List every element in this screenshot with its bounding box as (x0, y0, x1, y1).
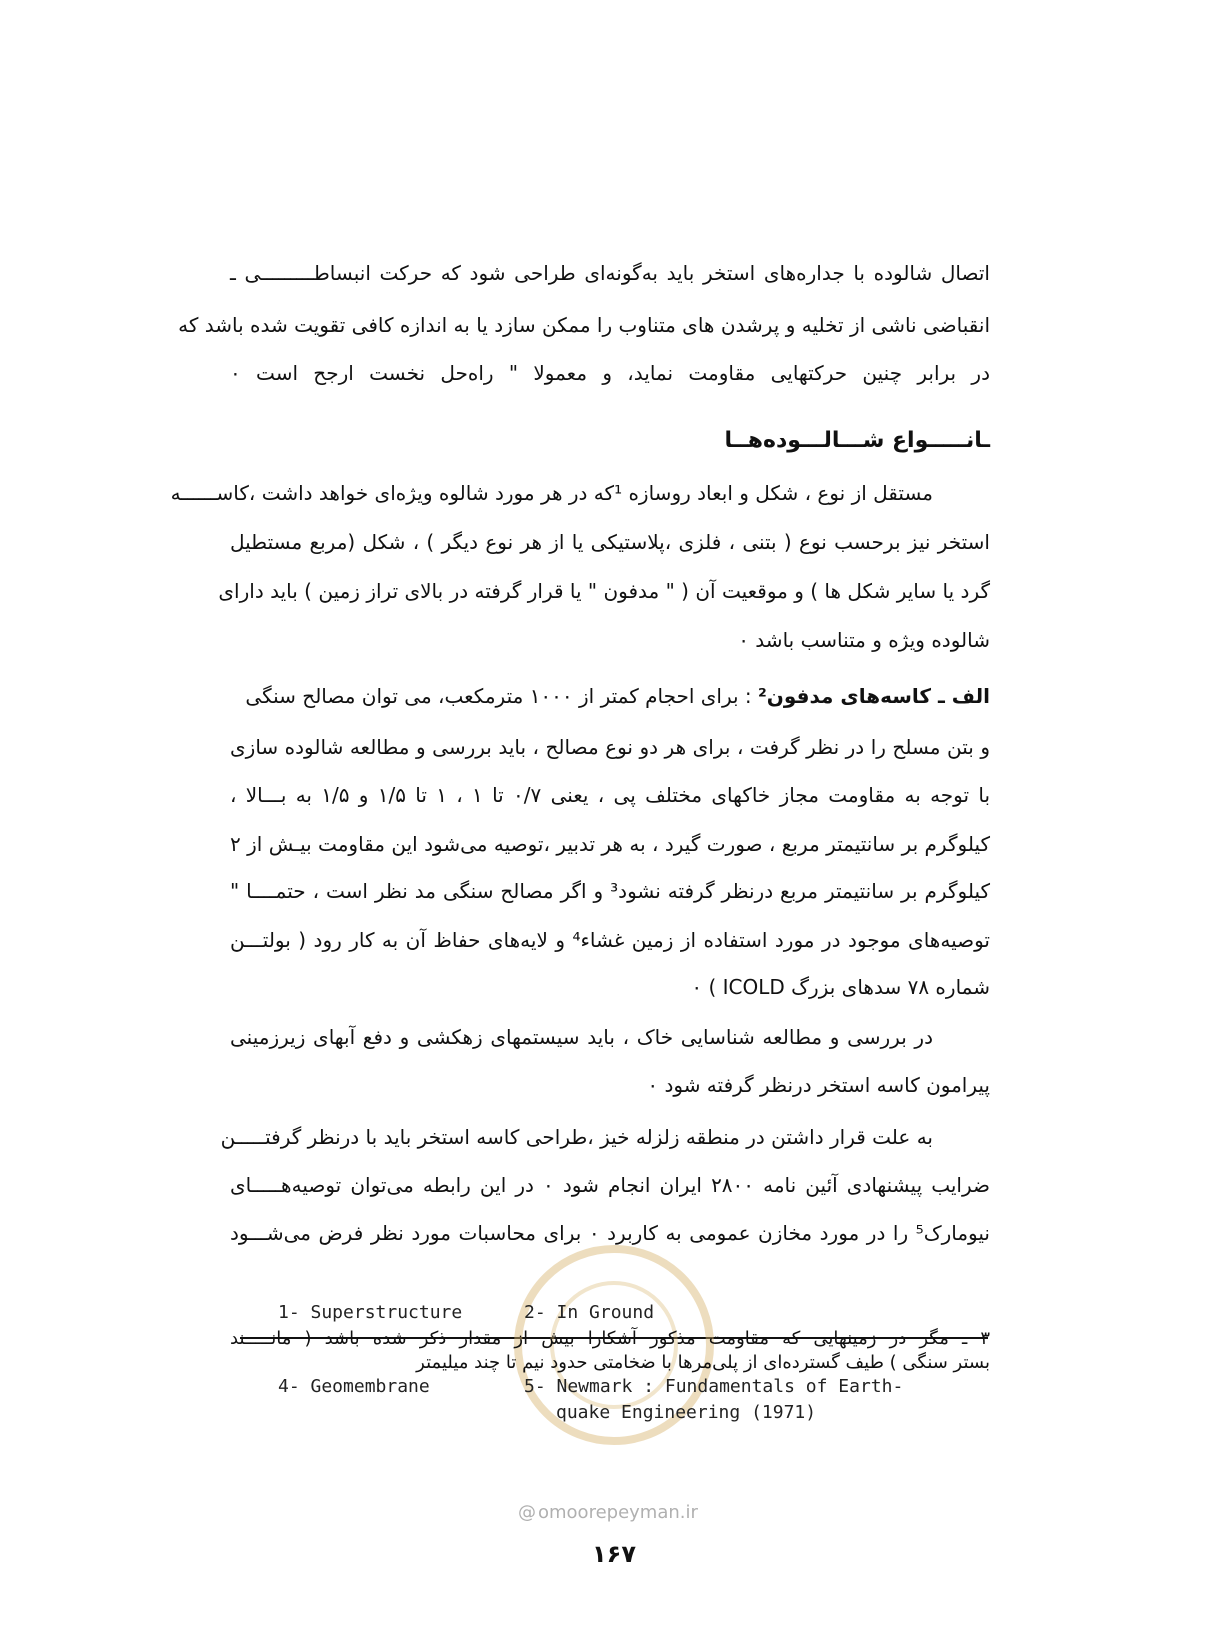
footnote-2: 2- In Ground (524, 1302, 655, 1323)
paragraph2-line-4: شالوده ویژه و متناسب باشد ٠ (738, 628, 990, 652)
paragraph5-line-1: به علت قرار داشتن در منطقه زلزله خیز ،طراحی کاسه استخر باید با درنظر گرفتـــــن (220, 1125, 933, 1149)
footnote-4: 4- Geomembrane (278, 1376, 430, 1397)
at-icon: @ (518, 1502, 536, 1523)
paragraph3-line-3: با توجه به مقاومت مجاز خاکهای مختلف پی ، یعنی ۰/۷ تا ۱ ، ۱ تا ۱/۵ و ۱/۵ به بـــالا ، (230, 783, 991, 807)
paragraph3-line-2: و بتن مسلح را در نظر گرفت ، برای هر دو نوع مصالح ، باید بررسی و مطالعه شالوده سازی (230, 735, 990, 759)
paragraph1-line-1: اتصال شالوده با جداره‌های استخر باید به‌گونه‌ای طراحی شود که حرکت انبساطـــــــــی ـ (230, 261, 990, 285)
paragraph5-line-3: نیومارک⁵ را در مورد مخازن عمومی به کاربرد ٠ برای محاسبات مورد نظر فرض می‌شـــود (230, 1221, 990, 1245)
paragraph2-line-1: مستقل از نوع ، شکل و ابعاد روسازه ¹که در هر مورد شالوه ویژه‌ای خواهد داشت ،کاســــــه (170, 481, 933, 505)
paragraph3-line-5: کیلوگرم بر سانتیمتر مربع درنظر گرفته نشود³ و اگر مصالح سنگی مد نظر است ، حتمــــا " (230, 879, 990, 903)
paragraph5-line-2: ضرایب پیشنهادی آئین نامه ۲۸۰۰ ایران انجام شود ٠ در این رابطه می‌توان توصیه‌هـــــای (230, 1173, 990, 1197)
footnote-1: 1- Superstructure (278, 1302, 463, 1323)
paragraph3-line-4: کیلوگرم بر سانتیمتر مربع ، صورت گیرد ، به هر تدبیر ،توصیه می‌شود این مقاومت بیـش از ۲ (230, 832, 990, 856)
paragraph3-line-6: توصیه‌های موجود در مورد استفاده از زمین غشاء⁴ و لایه‌های حفاظ آن به کار رود ( بولتـــن (230, 928, 990, 952)
footnote-5-line-1: 5- Newmark : Fundamentals of Earth- (524, 1376, 904, 1397)
paragraph1-line-2: انقباضی ناشی از تخلیه و پرشدن های متناوب را ممکن سازد یا به اندازه کافی تقویت شده باشد که (178, 313, 990, 337)
page-number: ۱۶۷ (592, 1540, 636, 1568)
paragraph4-line-1: در بررسی و مطالعه شناسایی خاک ، باید سیستمهای زهکشی و دفع آبهای زیرزمینی (230, 1025, 933, 1049)
footnote-5-line-2: quake Engineering (1971) (556, 1402, 817, 1423)
watermark-url (518, 1502, 698, 1523)
footnote-3-line-2: بستر سنگی ) طیف گسترده‌ای از پلی‌مرها با ضخامتی حدود نیم تا چند میلیمتر (416, 1352, 990, 1373)
watermark-url-text: omoorepeyman.ir (538, 1502, 698, 1523)
paragraph3-line-1-text: : برای احجام کمتر از ۱۰۰۰ مترمکعب، می توان مصالح سنگی (245, 684, 752, 708)
paragraph3-line-1 (230, 681, 990, 711)
paragraph3-line-7: شماره ۷۸ سدهای بزرگ ICOLD ) ٠ (691, 975, 990, 999)
paragraph1-line-3: در برابر چنین حرکتهایی مقاومت نماید، و معمولا " راه‌حل نخست ارجح است ٠ (230, 361, 990, 385)
subheading-buried-basins: الف ـ کاسه‌های مدفون² (758, 684, 990, 708)
paragraph2-line-2: استخر نیز برحسب نوع ( بتنی ، فلزی ،پلاستیکی یا از هر نوع دیگر ) ، شکل (مربع مستطیل (230, 530, 990, 554)
section-heading: ـانـــــواع شـــالـــوده‌هــا (724, 428, 990, 453)
footnote-3-line-1: ۳ ـ مگر در زمینهایی که مقاومت مذکور آشکارا بیش از مقدار ذکر شده باشد ( مانـــــند (230, 1328, 990, 1349)
paragraph2-line-3: گرد یا سایر شکل ها ) و موقعیت آن ( " مدفون " یا قرار گرفته در بالای تراز زمین ) باید دارای (218, 579, 990, 603)
paragraph4-line-2: پیرامون کاسه استخر درنظر گرفته شود ٠ (647, 1073, 990, 1097)
